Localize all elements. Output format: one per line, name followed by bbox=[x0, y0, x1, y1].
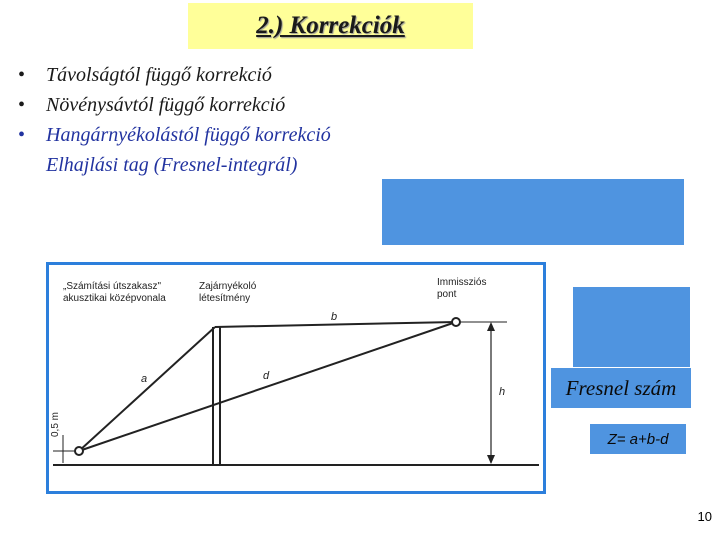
bullet-item bbox=[18, 60, 518, 90]
bullet-item bbox=[18, 90, 518, 120]
label-a: a bbox=[141, 373, 148, 385]
receiver-point bbox=[452, 318, 460, 326]
bullet-dot: • bbox=[18, 64, 26, 86]
label-h: h bbox=[499, 386, 506, 398]
formula-image-placeholder bbox=[382, 179, 684, 245]
diagram-svg bbox=[49, 265, 543, 491]
bullet-text: Távolságtól függő korrekció bbox=[46, 64, 272, 86]
title-box bbox=[188, 3, 473, 49]
barrier-diagram bbox=[46, 262, 546, 494]
sub-line: Elhajlási tag (Fresnel-integrál) bbox=[46, 154, 298, 176]
h-arrow-bottom bbox=[487, 455, 495, 464]
formula-image-placeholder bbox=[573, 287, 690, 367]
label-d: d bbox=[263, 370, 270, 382]
barrier-label: létesítmény bbox=[199, 293, 251, 304]
bullet-text: Hangárnyékolástól függő korrekció bbox=[46, 124, 331, 146]
bullet-dot: • bbox=[18, 94, 26, 116]
receiver-label: pont bbox=[437, 289, 457, 300]
receiver-label: Immissziós bbox=[437, 277, 487, 288]
bullet-text: Növénysávtól függő korrekció bbox=[46, 94, 286, 116]
h-arrow-top bbox=[487, 322, 495, 331]
path-a-line bbox=[79, 327, 215, 451]
slide-title: 2.) Korrekciók bbox=[256, 12, 405, 39]
bullet-list bbox=[18, 60, 518, 180]
path-d-line bbox=[79, 322, 456, 451]
bullet-item bbox=[18, 120, 518, 150]
source-label: „Számítási útszakasz" bbox=[63, 281, 162, 292]
fresnel-label: Fresnel szám bbox=[551, 368, 691, 408]
barrier-label: Zajárnyékoló bbox=[199, 281, 257, 292]
source-label: akusztikai középvonala bbox=[63, 293, 166, 304]
z-formula-label: Z= a+b-d bbox=[590, 424, 686, 454]
source-point bbox=[75, 447, 83, 455]
label-b: b bbox=[331, 311, 338, 323]
bullet-dot: • bbox=[18, 124, 26, 146]
page-number: 10 bbox=[697, 509, 712, 524]
height-label: 0,5 m bbox=[50, 411, 61, 437]
